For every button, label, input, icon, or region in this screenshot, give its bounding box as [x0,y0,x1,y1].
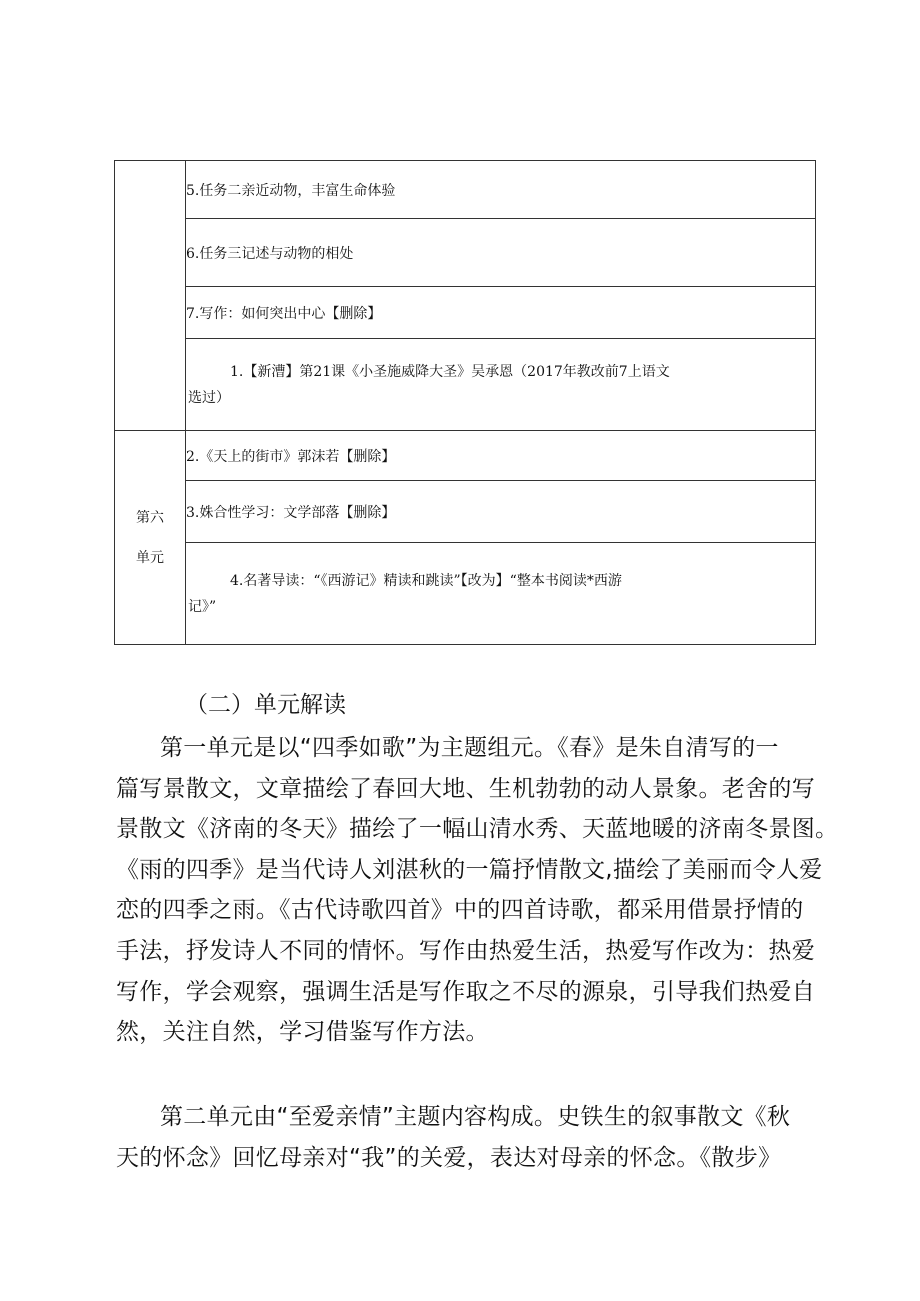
table-row [115,481,816,543]
table-row [115,219,816,287]
paragraph-line: 篇写景散文，文章描绘了春回大地、生机勃勃的动人景象。老舍的写 [116,775,815,802]
table-cell: 6.任务三记述与动物的相处 [186,219,816,287]
curriculum-table [114,160,816,645]
table-row [115,287,816,339]
table-cell: 5.任务二亲近动物，丰富生命体验 [186,161,816,219]
table-cell: 3.姝合性学习：文学部落【删除】 [186,481,816,543]
paragraph-line: 然，关注自然，学习借鉴写作方法。 [116,1019,489,1046]
section-heading: （二）单元解读 [185,692,346,718]
cell-line: 4.名著导读：“《西游记》精读和跳读”【改为】“整本书阅读*西游 [230,572,622,589]
paragraph-line: 写作，学会观察，强调生活是写作取之不尽的源泉，引导我们热爱自 [116,978,815,1005]
paragraph-line: 手法，抒发诗人不同的情怀。写作由热爱生活，热爱写作改为：热爱 [116,937,815,964]
paragraph-line: 《雨的四季》是当代诗人刘湛秋的一篇抒情散文,描绘了美丽而令人爱 [116,856,823,883]
paragraph-unit-two [116,1097,816,1178]
table-row [115,161,816,219]
table-row [115,543,816,645]
paragraph-line: 恋的四季之雨。《古代诗歌四首》中的四首诗歌，都采用借景抒情的 [116,897,804,924]
paragraph-line: 第一单元是以“四季如歌”为主题组元。《春》是朱自清写的一 [160,735,779,761]
cell-line: 选过） [188,389,230,406]
unit-cell-six [115,431,186,645]
table-row [115,431,816,481]
table-cell: 7.写作：如何突出中心【删除】 [186,287,816,339]
paragraph-line: 景散文《济南的冬天》描绘了一幅山清水秀、天蓝地暖的济南冬景图。 [116,816,839,843]
paragraph-line: 第二单元由“至爱亲情”主题内容构成。史铁生的叙事散文《秋 [160,1104,791,1130]
cell-line: 记》” [188,598,217,615]
table-row [115,339,816,431]
unit-label: 第六 [136,509,164,526]
unit-cell-previous [115,161,186,431]
unit-label: 单元 [136,549,164,566]
cell-line: 1.【新漕】第21课《小圣施威降大圣》吴承恩（2017年教改前7上语文 [230,363,670,380]
paragraph-line: 天的怀念》回忆母亲对“我”的关爱，表达对母亲的怀念。《散步》 [116,1144,782,1171]
table-cell [186,339,816,431]
table-cell: 2.《天上的街市》郭沫若【删除】 [186,431,816,481]
table-cell [186,543,816,645]
paragraph-unit-one [116,728,839,1053]
